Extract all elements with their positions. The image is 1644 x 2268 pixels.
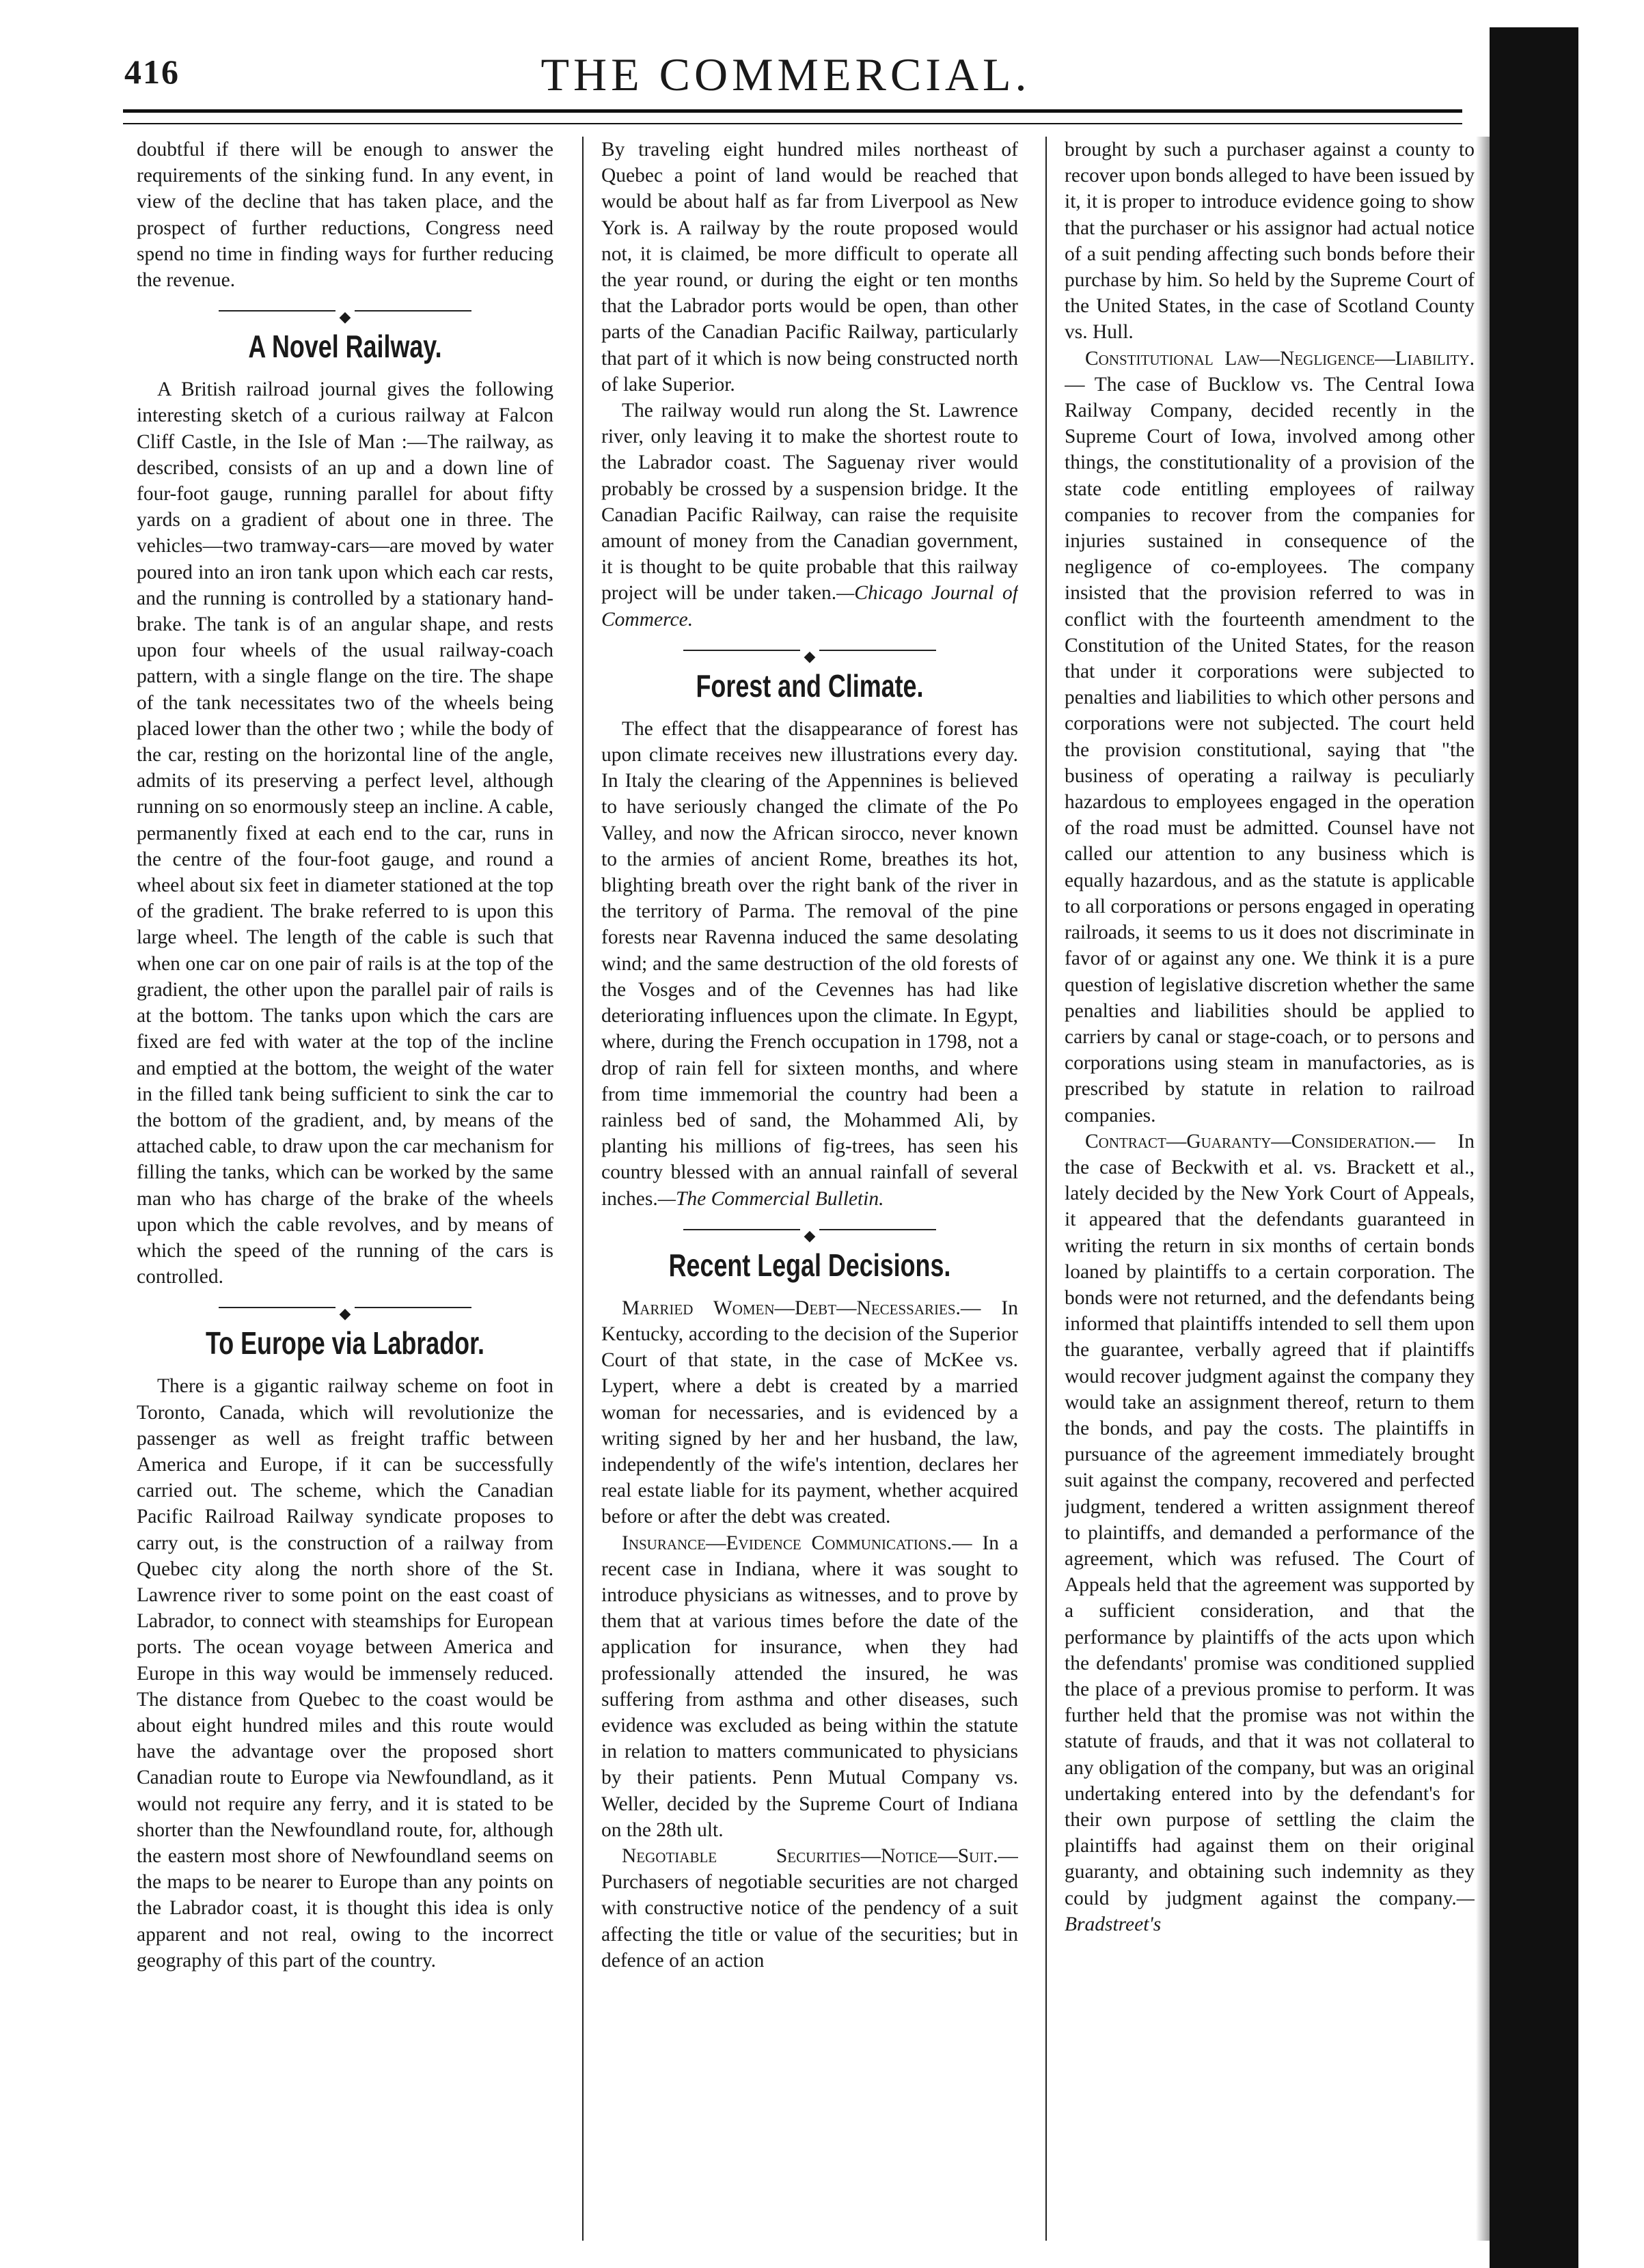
article-text: The case of Bucklow vs. The Central Iowa Railway Company, decided recently in the Supreme Court of Iowa, involved among other things, the constitutionality of a provision of the state code entitling employees of railway companies to recover from the companies for injuries sustained in consequence of the negligence of co-employees. The company insisted that the provision referred to was in conflict with the fourteenth amendment to the Constitution of the United States, for the reason that under it corporations were subjected to penalties and liabilities to which other persons and corporations were not subjected. The court held the provision constitutional, saying that "the business of operating a railway is peculiarly hazardous to employees engaged in the operation of the road must be admitted. Counsel have not called our attention to any business which is equally hazardous, and as the statute is applicable to all corporations or persons engaged in operating railroads, it seems to us it does not discriminate in favor of or against any one. We think it is a pure question of legislative discretion whether the same penalties and liabilities should be applied to carriers by canal or stage-coach, or to persons and corporations using steam in manufactories, as is prescribed by statute in relation to railroad companies. — [1065, 373, 1475, 1126]
column-1 — [137, 137, 553, 2241]
article-text: doubtful if there will be enough to answer the requirements of the sinking fund. In any event, in view of the decline that has taken place, and the prospect of further reductions, Congress need spend no time in finding ways for further reducing the revenue. — [137, 139, 553, 292]
article-credit: —Chicago Journal of Commerce. — [601, 582, 1018, 631]
column-2 — [601, 137, 1018, 2241]
headline-novel-railway: A Novel Railway. — [248, 329, 442, 365]
article-text: In the case of Beckwith et al. vs. Brackett et al., lately decided by the New York Court of Appeals, it appeared that the defendants guaranteed in writing the return in six months of certain bonds loaned by plaintiffs to a certain corporation. The bonds were not returned, and the defendants being informed that plaintiffs intended to sell them upon the guarantee, verbally agreed that if plaintiffs would recover judgment against the company they would take an assignment thereof, return to them the bonds, and pay the costs. The plaintiffs in pursuance of the agreement immediately brought suit against the company, recovered and perfected judgment, tendered a written assignment thereof to plaintiffs, and demanded a performance of the agreement, which was refused. The Court of Appeals held that the agreement was supported by a sufficient consideration, and that the performance by plaintiffs of the acts upon which the defendants' promise was conditioned supplied the place of a previous promise to perform. It was further held that the promise was not within the statute of frauds, and that it was not collateral to any obligation of the company, but was an original undertaking entered into by the defendant's for their own purpose of settling the claim the plaintiffs had against them on their original guaranty, and obtaining such indemnity as they could by judgment against the company. — [1065, 1130, 1475, 1909]
scan-edge-shadow — [1476, 137, 1490, 2241]
article-text: brought by such a purchaser against a county to recover upon bonds alleged to have been issued by it, it is proper to introduce evidence going to show that the purchaser or his assignor had actual notice of a suit pending affecting such bonds before their purchase by him. So held by the Supreme Court of the United States, in the case of Scotland County vs. Hull. — [1065, 139, 1475, 344]
column-divider — [1045, 137, 1047, 2241]
section-separator: ◆ — [137, 1299, 553, 1316]
section-separator: ◆ — [137, 303, 553, 319]
article-text: There is a gigantic railway scheme on foot in Toronto, Canada, which will revolutionize the passenger as well as freight traffic between America and Europe, if it can be successfully carried out. The scheme, which the Canadian Pacific Railroad Railway syndicate proposes to carry out, is the construction of a railway from Quebec city along the north shore of the St. Lawrence river to some point on the east coast of Labrador, to connect with steamships for European ports. The ocean voyage between America and Europe in this way would be immensely reduced. The distance from Quebec to the coast would be about eight hundred miles and this route would have the advantage over the proposed short Canadian route to Europe via Newfoundland, as it would not require any ferry, and it is stated to be shorter than the Newfoundland route, for, although the eastern most shore of Newfoundland seems on the maps to be nearer to Europe than any points on the Labrador coast, it is thought this idea is only apparent and not real, owing to the incorrect geography of this part of the country. — [137, 1375, 553, 1972]
case-heading: Constitutional Law—Negligence—Liability.— — [1065, 347, 1475, 396]
section-separator: ◆ — [601, 642, 1018, 659]
case-heading: Contract—Guaranty—Consideration.— — [1085, 1130, 1436, 1152]
headline-forest-climate: Forest and Climate. — [696, 667, 924, 704]
page-number: 416 — [124, 53, 180, 91]
article-text: The effect that the disappearance of forest has upon climate receives new illustrations every day. In Italy the clearing of the Appennines is believed to have seriously changed the climate of the Po Valley, and now the African sirocco, never known to the armies of ancient Rome, breathes its hot, blighting breath over the right bank of the river in the territory of Parma. The removal of the pine forests near Ravenna induced the same desolating wind; and the same destruction of the old forests of the Vosges and of the Cevennes has had like deteriorating influences upon the climate. In Egypt, where, during the French occupation in 1798, not a drop of rain fell for sixteen months, and where from time immemorial the country had been a rainless bed of sand, the Mohammed Ali, by planting his millions of fig-trees, has seen his country blessed with an annual rainfall of several inches. — [601, 717, 1018, 1210]
headline-europe-labrador: To Europe via Labrador. — [205, 1325, 485, 1361]
article-text: In Kentucky, according to the decision of the Superior Court of that state, in the case of McKee vs. Lypert, where a debt is created by a married woman for necessaries, and is evidenced by a writing signed by her and her husband, the law, independently of the wife's intention, declares her real estate liable for its payment, whether acquired before or after the debt was created. — [601, 1297, 1018, 1528]
column-3 — [1065, 137, 1475, 2241]
headline-legal-decisions: Recent Legal Decisions. — [668, 1247, 951, 1283]
scan-edge-bar — [1490, 27, 1578, 2268]
case-heading: Negotiable Securities—Notice—Suit.— — [622, 1844, 1018, 1867]
header-rule — [123, 109, 1462, 113]
header-rule-thin — [123, 123, 1462, 124]
article-text: The railway would run along the St. Lawrence river, only leaving it to make the shortest route to the Labrador coast. The Saguenay river would probably be crossed by a suspension bridge. It the Canadian Pacific Railway, can raise the requisite amount of money from the Canadian government, it is thought to be quite probable that this railway project will be under taken. — [601, 400, 1018, 605]
masthead-title: THE COMMERCIAL. — [540, 49, 1031, 100]
article-text: Purchasers of negotiable securities are not charged with constructive notice of the pendency of a suit affecting the title or value of the securities; but in defence of an action — [601, 1871, 1018, 1972]
article-text: By traveling eight hundred miles northeast of Quebec a point of land would be reached that would be about half as far from Liverpool as New York is. A railway by the route proposed would not, it is claimed, be more difficult to operate all the year round, or during the eight or ten months that the Labrador ports would be open, than other parts of the Canadian Pacific Railway, particularly that part of it which is now being constructed north of lake Superior. — [601, 139, 1018, 396]
article-text: A British railroad journal gives the following interesting sketch of a curious railway at Falcon Cliff Castle, in the Isle of Man :—The railway, as described, consists of an up and a down line of four-foot gauge, running parallel for about fifty yards on a gradient of about one in three. The vehicles—two tramway-cars—are moved by water poured into an iron tank upon which each car rests, and the running is controlled by a stationary hand-brake. The tank is of an angular shape, and rests upon four wheels of the usual railway-coach pattern, with a single flange on the tire. The shape of the tank necessitates two of the wheels being placed lower than the other two ; while the body of the car, resting on the horizontal line of the angle, admits of its preserving a perfect level, although running on so enormously steep an incline. A cable, permanently fixed at each end to the car, runs in the centre of the four-foot gauge, and round a wheel about six feet in diameter stationed at the top of the gradient. The brake referred to is upon this large wheel. The length of the cable is such that when one car on one pair of rails is at the top of the gradient, the other upon the parallel pair of rails is at the bottom. The tanks upon which the cars are fixed are fed with water at the top of the incline and emptied at the bottom, the weight of the water in the filled tank being sufficient to sink the car to the bottom of the gradient, and, by means of the attached cable, to draw upon the car mechanism for filling the tanks, which can be worked by the same man who has charge of the brake of the wheels upon which the cable revolves, and by means of which the speed of the running of the cars is controlled. — [137, 378, 553, 1288]
case-heading: Married Women—Debt—Necessaries.— — [622, 1297, 981, 1319]
section-separator: ◆ — [601, 1221, 1018, 1238]
case-heading: Insurance—Evidence Communications.— — [622, 1532, 972, 1554]
column-divider — [582, 137, 584, 2241]
article-credit: —Bradstreet's — [1065, 1887, 1475, 1935]
article-credit: —The Commercial Bulletin. — [657, 1187, 884, 1210]
article-text: In a recent case in Indiana, where it was sought to introduce physicians as witnesses, and to prove by them that at various times before the date of the application for insurance, when they had professionally attended the insured, he was suffering from asthma and other diseases, such evidence was excluded as being within the statute in relation to matters communicated to physicians by their patients. Penn Mutual Company vs. Weller, decided by the Supreme Court of Indiana on the 28th ult. — [601, 1532, 1018, 1841]
